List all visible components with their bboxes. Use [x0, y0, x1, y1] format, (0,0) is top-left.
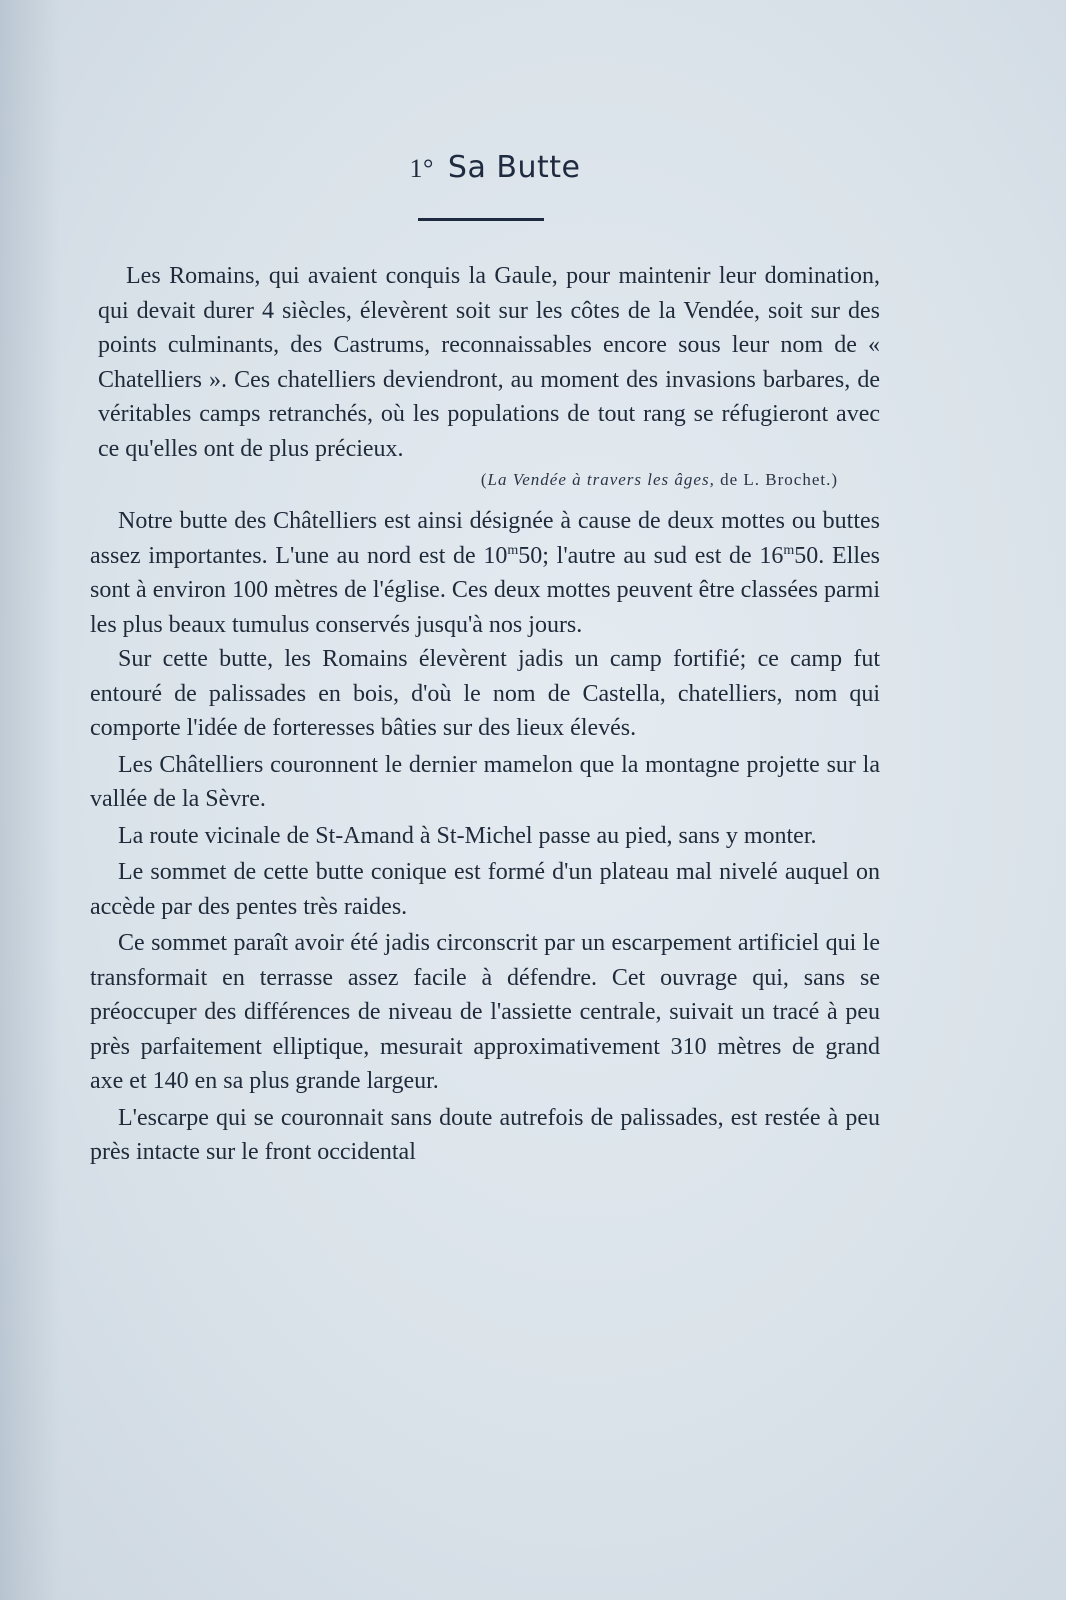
paragraph-7: L'escarpe qui se couronnait sans doute autrefois de palissades, est restée à peu près intacte sur le front occidental [90, 1104, 880, 1165]
paragraph-1-end: 50. Elles sont à environ 100 mètres de l'église. Ces deux mottes peuvent être classées parmi les plus beaux tumulus conservés jusqu'à nos jours. [90, 542, 880, 638]
unit-superscript-1: m [507, 542, 519, 558]
citation-open: ( [480, 470, 488, 489]
citation-title: La Vendée à travers les âges, [487, 470, 715, 489]
citation-author: de L. Brochet.) [714, 470, 838, 489]
citation [98, 470, 838, 490]
body-block [90, 504, 880, 1170]
paragraph-3: Les Châtelliers couronnent le dernier mamelon que la montagne projette sur la vallée de la Sèvre. [90, 751, 880, 812]
page-content [90, 150, 880, 1170]
unit-superscript-2: m [783, 542, 795, 558]
section-number: 1° [409, 154, 434, 183]
heading-rule [418, 218, 544, 221]
section-title: Sa Butte [447, 150, 581, 185]
paragraph-4: La route vicinale de St-Amand à St-Michel passe au pied, sans y monter. [118, 822, 817, 849]
paragraph-1 [90, 504, 880, 642]
section-heading [110, 150, 880, 194]
intro-block [98, 259, 880, 490]
paragraph-1-mid: 50; l'autre au sud est de 16 [518, 542, 784, 569]
page-shadow [0, 0, 60, 1600]
paragraph-6: Ce sommet paraît avoir été jadis circonscrit par un escarpement artificiel qui le transformait en terrasse assez facile à défendre. Cet ouvrage qui, sans se préoccuper des différences de niveau de l'assiette centrale, suivait un tracé à peu près parfaitement elliptique, mesurait approximativement 310 mètres de grand axe et 140 en sa plus grande largeur. [90, 930, 880, 1094]
paragraph-5: Le sommet de cette butte conique est formé d'un plateau mal nivelé auquel on accède par des pentes très raides. [90, 859, 880, 920]
paragraph-1-start: Notre butte des Châtelliers est ainsi désignée à cause de deux mottes ou buttes assez importantes. L'une au nord est de 10 [90, 508, 880, 569]
intro-paragraph: Les Romains, qui avaient conquis la Gaule, pour maintenir leur domination, qui devait durer 4 siècles, élevèrent soit sur les côtes de la Vendée, soit sur des points culminants, des Castrums, reconnaissables encore sous leur nom de « Chatelliers ». Ces chatelliers deviendront, au moment des invasions barbares, de véritables camps retranchés, où les populations de tout rang se réfugieront avec ce qu'elles ont de plus précieux. [98, 263, 880, 462]
paragraph-2: Sur cette butte, les Romains élevèrent jadis un camp fortifié; ce camp fut entouré de palissades en bois, d'où le nom de Castella, chatelliers, nom qui comporte l'idée de forteresses bâties sur des lieux élevés. [90, 646, 880, 741]
